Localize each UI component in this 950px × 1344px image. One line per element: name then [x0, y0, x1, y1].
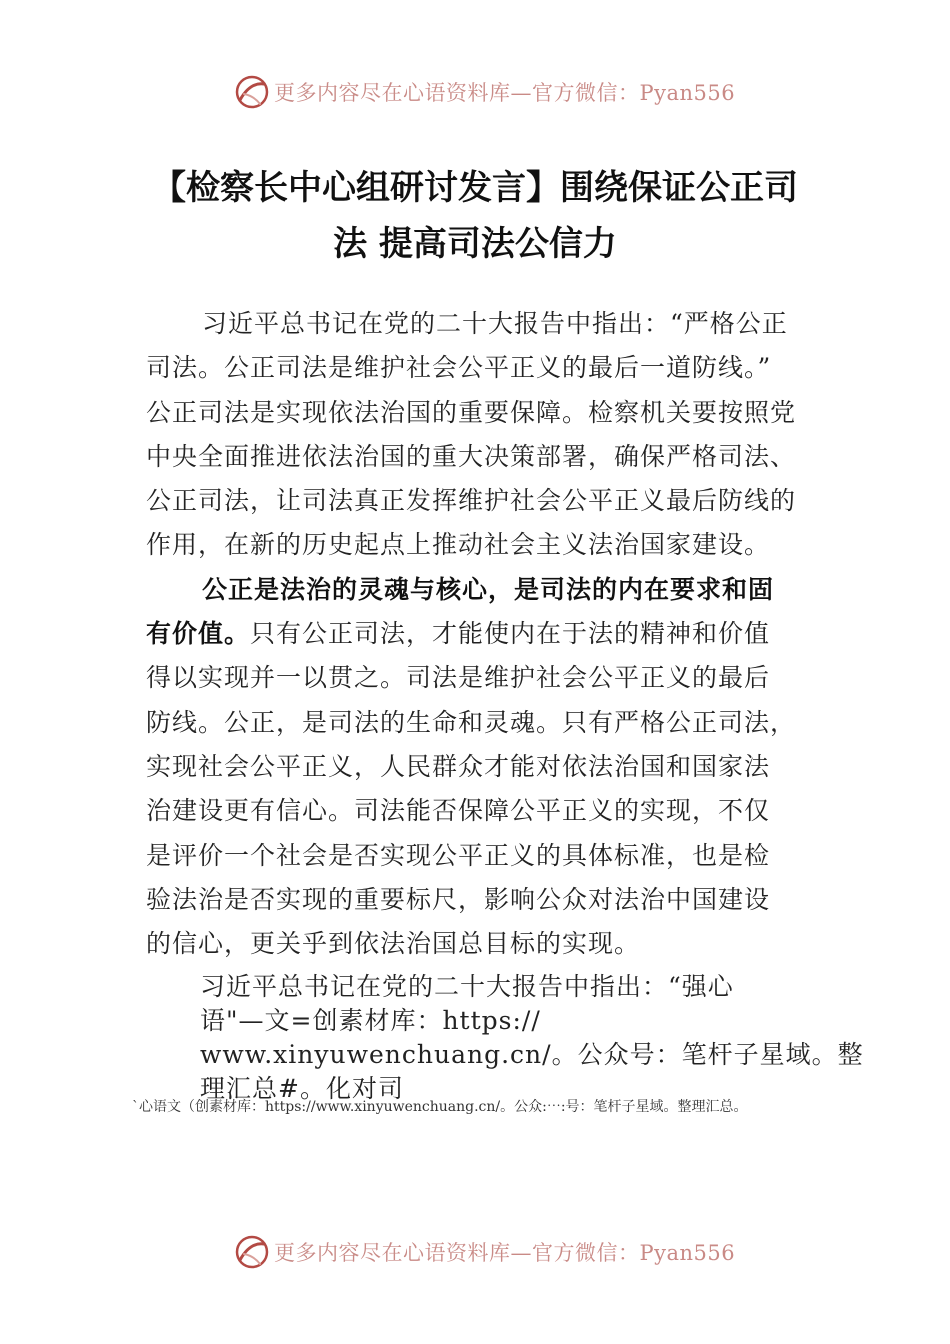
body-line: 治建设更有信心。司法能否保障公平正义的实现，不仅: [146, 796, 771, 826]
header-banner: [0, 72, 950, 112]
body-line: 司法。公正司法是维护社会公平正义的最后一道防线。”: [146, 353, 772, 383]
tail-line: 习近平总书记在党的二十大报告中指出：“强心: [200, 972, 734, 1001]
title-line-1: 【检察长中心组研讨发言】围绕保证公正司: [152, 168, 798, 208]
body-line: 得以实现并一以贯之。司法是维护社会公平正义的最后: [146, 663, 771, 693]
body-line: 实现社会公平正义，人民群众才能对依法治国和国家法: [146, 751, 771, 781]
document-title: [125, 160, 825, 272]
brand-logo-icon: [234, 1234, 270, 1270]
tail-line: 理汇总#。化对司: [200, 1074, 404, 1103]
banner-text: 更多内容尽在心语资料库—官方微信：Pyan556: [274, 81, 736, 105]
body-line: 防线。公正，是司法的生命和灵魂。只有严格公正司法，: [146, 707, 797, 737]
body-line: 习近平总书记在党的二十大报告中指出：“严格公正: [202, 309, 788, 338]
banner-wechat-id: Pyan556: [639, 1241, 736, 1265]
bold-body-line: 公正是法治的灵魂与核心，是司法的内在要求和固: [202, 574, 775, 604]
tail-line: www.xinyuwenchuang.cn/。公众号：笔杆子星域。整: [200, 1040, 864, 1069]
body-line: 的信心，更关乎到依法治国总目标的实现。: [146, 929, 641, 959]
bold-lead: 有价值。: [146, 619, 251, 649]
brand-logo-icon: [234, 74, 270, 110]
banner-wechat-id: Pyan556: [639, 81, 736, 105]
body-line: 公正司法，让司法真正发挥维护社会公平正义最后防线的: [146, 486, 797, 516]
banner-text: 更多内容尽在心语资料库—官方微信：Pyan556: [274, 1241, 736, 1265]
body-line: 是评价一个社会是否实现公平正义的具体标准，也是检: [146, 840, 771, 870]
body-line: 作用，在新的历史起点上推动社会主义法治国家建设。: [146, 530, 771, 560]
body-line: 中央全面推进依法治国的重大决策部署，确保严格司法、: [146, 441, 797, 471]
footnote: `心语文（创素材库：https://www.xinyuwenchuang.cn/。公众:⋯:号：笔杆子星域。整理汇总。: [132, 1099, 748, 1115]
document-body: [146, 302, 826, 966]
body-line: 验法治是否实现的重要标尺，影响公众对法治中国建设: [146, 884, 771, 914]
footer-banner: [0, 1232, 950, 1272]
tail-line: 语"—文=创素材库：https://: [200, 1006, 541, 1035]
body-line: [146, 612, 826, 656]
body-line-rest: 只有公正司法，才能使内在于法的精神和价值: [250, 619, 771, 649]
tail-paragraph: [200, 970, 864, 1106]
title-line-2: 法 提高司法公信力: [333, 224, 617, 264]
body-line: 公正司法是实现依法治国的重要保障。检察机关要按照党: [146, 397, 797, 427]
